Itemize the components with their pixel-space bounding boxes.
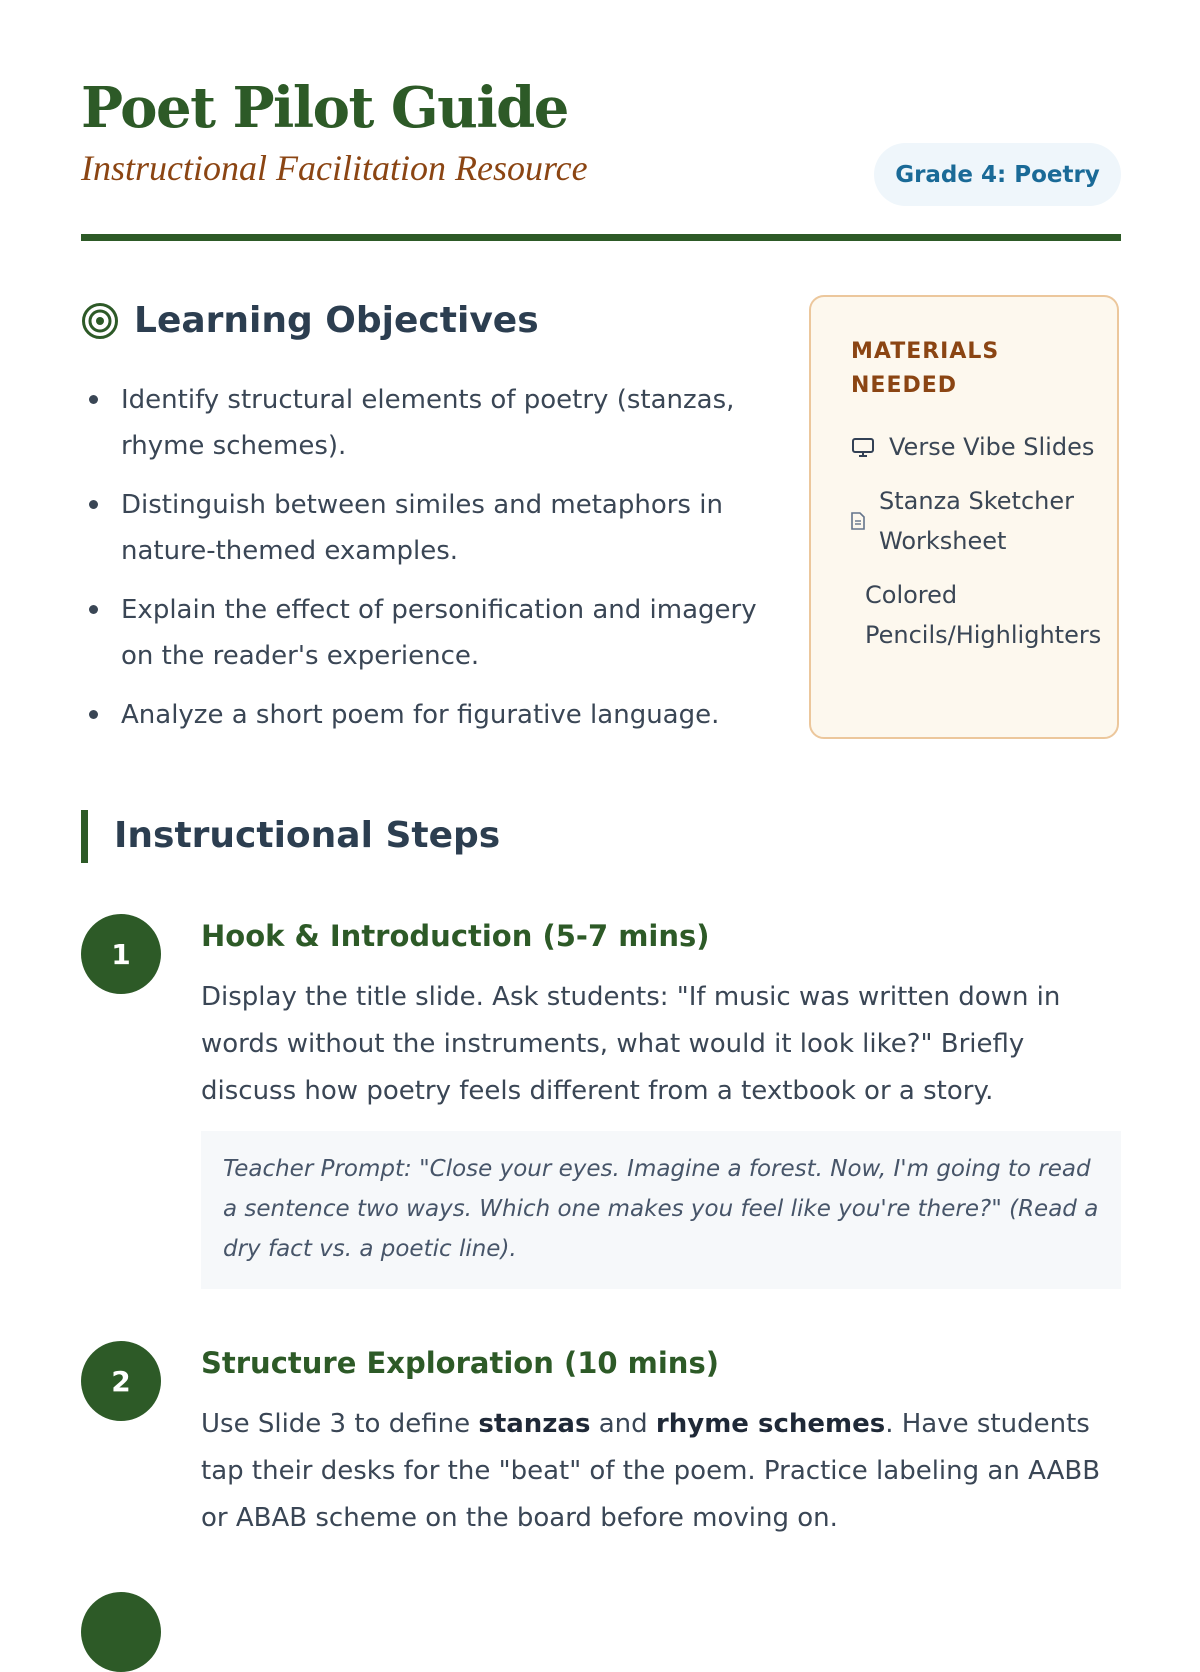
materials-list (851, 427, 1116, 669)
page-subtitle: Instructional Facilitation Resource (81, 148, 588, 188)
steps-heading: Instructional Steps (114, 815, 501, 856)
objective-item: Analyze a short poem for figurative language. (81, 692, 781, 738)
objective-item: Explain the effect of personification and imagery on the reader's experience. (81, 587, 781, 679)
step-text: . Have students tap their desks for the "beat" of the poem. Practice labeling an AABB or ABAB scheme on the board before moving on. (201, 1409, 1101, 1533)
page-title: Poet Pilot Guide (81, 75, 568, 141)
lesson-guide-page (81, 0, 1121, 1600)
objective-item: Distinguish between similes and metaphors in nature-themed examples. (81, 482, 781, 574)
target-icon (81, 302, 119, 340)
step-term-stanzas: stanzas (478, 1409, 591, 1439)
grade-badge: Grade 4: Poetry (874, 143, 1121, 206)
material-label: Stanza Sketcher Worksheet (879, 487, 1074, 555)
objective-item: Identify structural elements of poetry (stanzas, rhyme schemes). (81, 377, 781, 469)
objectives-heading: Learning Objectives (134, 300, 539, 341)
step-description: Display the title slide. Ask students: "If music was written down in words without the instruments, what would it look like?" Briefly discuss how poetry feels different from a textbook or a story. (201, 982, 1061, 1106)
step-number-badge: 2 (81, 1341, 161, 1421)
material-label: Verse Vibe Slides (889, 433, 1095, 461)
monitor-icon (851, 435, 875, 459)
material-item (851, 427, 1116, 467)
material-label: Colored Pencils/Highlighters (865, 581, 1102, 649)
step-text: Use Slide 3 to define (201, 1409, 479, 1439)
objectives-list (81, 377, 781, 751)
step-term-rhyme-schemes: rhyme schemes (655, 1409, 886, 1439)
document-icon (851, 512, 865, 530)
materials-panel (809, 295, 1119, 739)
section-accent-bar (81, 810, 88, 863)
step-number-badge: 1 (81, 914, 161, 994)
teacher-prompt: Teacher Prompt: "Close your eyes. Imagine a forest. Now, I'm going to read a sentence two ways. Which one makes you feel like you're there?" (Read a dry fact vs. a poetic line). (201, 1131, 1121, 1289)
step-text: and (590, 1409, 656, 1439)
material-item (851, 481, 1116, 561)
step-number-badge (81, 1592, 161, 1672)
step-description (201, 1401, 1121, 1542)
step-title: Hook & Introduction (5-7 mins) (201, 919, 710, 953)
step-title: Structure Exploration (10 mins) (201, 1346, 719, 1380)
materials-heading: MATERIALS NEEDED (851, 339, 1000, 398)
header-divider (81, 234, 1121, 241)
material-item (851, 575, 1116, 655)
